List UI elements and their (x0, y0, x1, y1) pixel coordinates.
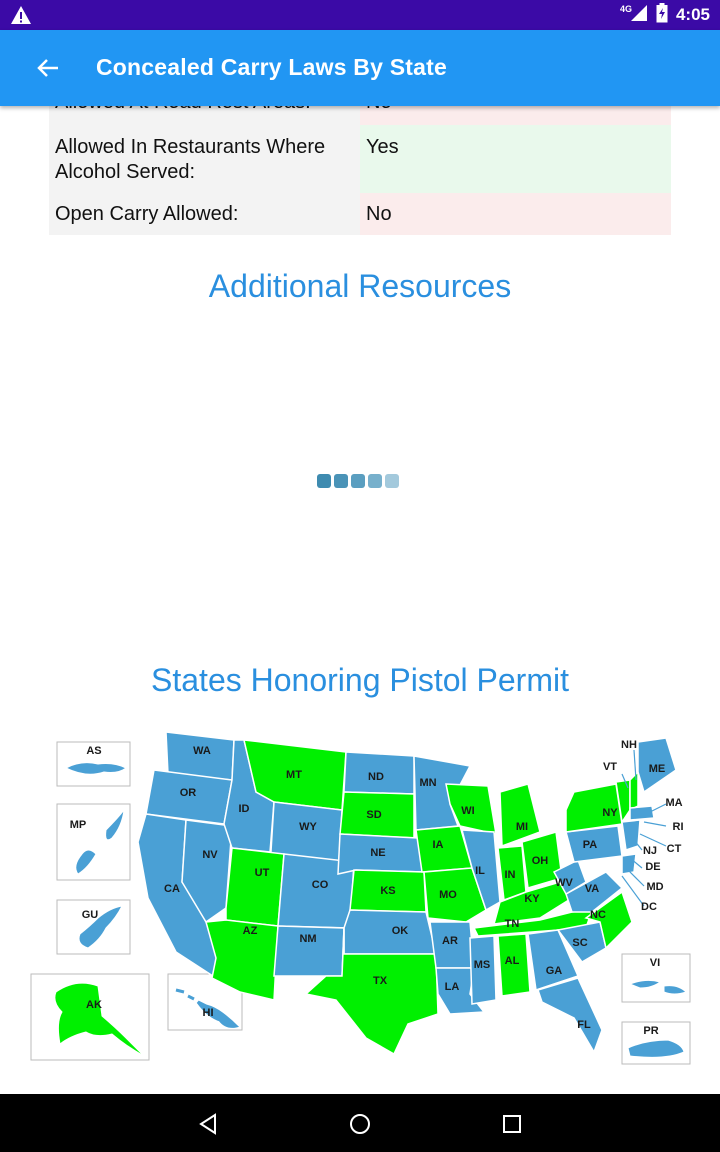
map-label: LA (444, 981, 460, 993)
map-label: NE (370, 847, 386, 859)
map-label: AS (86, 745, 102, 757)
app-bar (0, 30, 720, 106)
battery-icon (656, 3, 668, 28)
map-label: SC (572, 937, 588, 949)
arrow-left-icon (37, 58, 59, 78)
map-label: KS (380, 885, 396, 897)
map-label: MN (419, 777, 437, 789)
map-label: AR (442, 935, 458, 947)
nav-back-button[interactable] (190, 1106, 226, 1142)
navigation-bar (0, 1094, 720, 1152)
nav-recents-button[interactable] (494, 1106, 530, 1142)
square-recents-icon (502, 1114, 522, 1134)
clock: 4:05 (675, 5, 710, 24)
map-label: GA (545, 965, 563, 977)
additional-resources-heading: Additional Resources (208, 268, 512, 304)
map-label: AL (504, 955, 520, 967)
map-label: NV (202, 849, 218, 861)
loading-indicator (317, 474, 399, 488)
map-label: ID (238, 803, 250, 815)
map-label: NM (299, 933, 317, 945)
law-value: Yes (360, 125, 671, 193)
map-label: OR (179, 787, 197, 799)
map-label: OK (391, 925, 409, 937)
map-label: VT (602, 761, 618, 773)
map-label: CO (311, 879, 329, 891)
map-label: PR (643, 1025, 659, 1037)
map-label: VI (649, 957, 661, 969)
map-label: NY (602, 807, 618, 819)
map-label: WV (555, 877, 573, 889)
signal-icon (630, 4, 648, 27)
map-label: MT (286, 769, 302, 781)
map-label: WY (299, 821, 317, 833)
status-bar (0, 0, 720, 30)
map-label: OH (531, 855, 549, 867)
map-label: KY (524, 893, 540, 905)
map-label: MI (515, 821, 529, 833)
map-label: NJ (642, 845, 658, 857)
map-label: VA (584, 883, 600, 895)
map-label: NC (590, 909, 606, 921)
map-label: FL (577, 1019, 591, 1031)
map-label: NH (621, 739, 637, 751)
map-label: WI (461, 805, 475, 817)
law-label: Allowed In Restaurants Where Alcohol Served: (49, 125, 360, 193)
map-label: HI (202, 1007, 214, 1019)
map-label: GU (81, 909, 99, 921)
warning-icon (10, 5, 32, 30)
page-title: Concealed Carry Laws By State (96, 54, 447, 80)
map-label: DE (645, 861, 661, 873)
map-label: UT (254, 867, 270, 879)
map-label: MA (665, 797, 683, 809)
map-label: MO (439, 889, 457, 901)
law-value: No (360, 193, 671, 235)
map-label: ME (648, 763, 666, 775)
map-label: RI (672, 821, 684, 833)
map-label: AK (86, 999, 102, 1011)
law-row (49, 125, 671, 193)
map-label: IN (504, 869, 516, 881)
nav-home-button[interactable] (342, 1106, 378, 1142)
map-label: DC (641, 901, 657, 913)
map-label: ND (368, 771, 384, 783)
map-label: WA (193, 745, 211, 757)
map-label: CT (666, 843, 682, 855)
map-label: IA (432, 839, 444, 851)
map-label: CA (164, 883, 180, 895)
circle-home-icon (348, 1112, 372, 1136)
map-label: SD (366, 809, 382, 821)
map-label: MD (646, 881, 664, 893)
map-label: MS (473, 959, 491, 971)
triangle-back-icon (197, 1113, 219, 1135)
map-label: TN (504, 918, 520, 930)
map-label: AZ (242, 925, 258, 937)
map-label: PA (582, 839, 598, 851)
content-scroll[interactable] (0, 106, 720, 1094)
law-row (49, 193, 671, 235)
map-label: MP (69, 819, 87, 831)
states-honoring-heading: States Honoring Pistol Permit (151, 662, 569, 698)
network-type: 4G (619, 4, 632, 14)
map-label: IL (475, 865, 485, 877)
back-button[interactable] (30, 50, 66, 86)
states-map[interactable] (26, 722, 694, 1070)
map-label: TX (372, 975, 388, 987)
law-label: Open Carry Allowed: (49, 193, 360, 235)
